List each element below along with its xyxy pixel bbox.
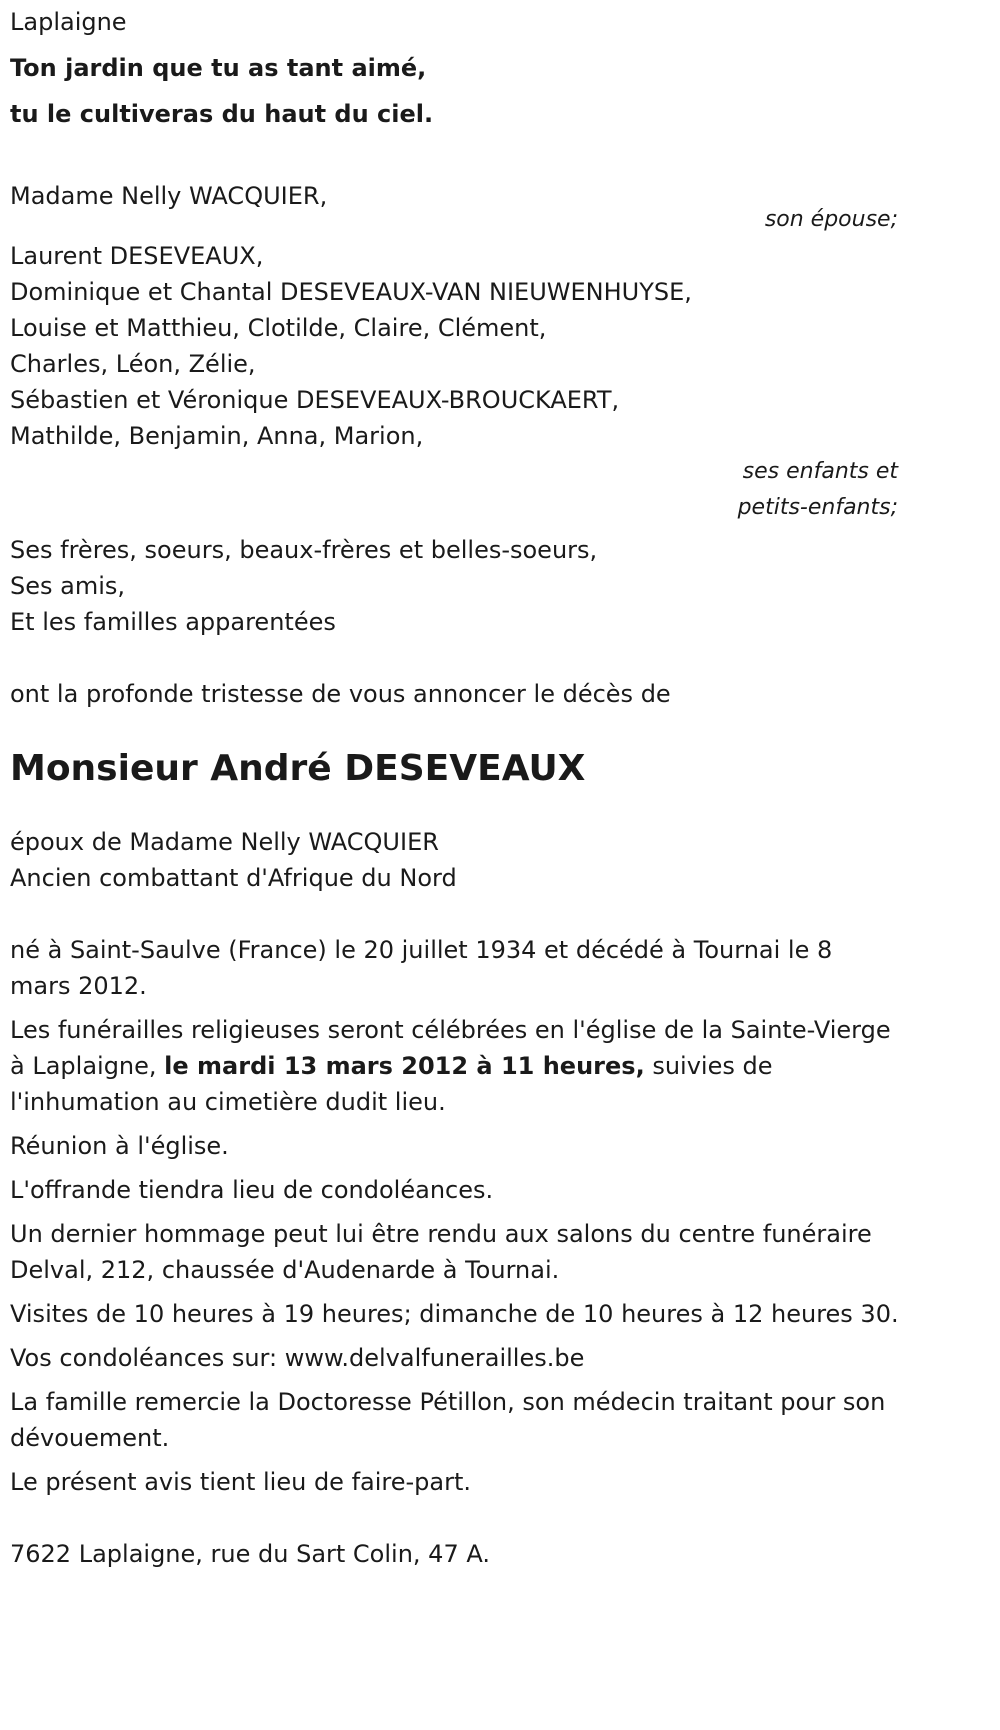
children-line: Laurent DESEVEAUX, xyxy=(10,242,264,270)
funeral-date-time: le mardi 13 mars 2012 à 11 heures, xyxy=(164,1052,645,1080)
funeral-text-before: Les funérailles religieuses seront célébrées en l'église de la Sainte-Vierge à Laplaigne, xyxy=(10,1016,891,1080)
spouse-name: Madame Nelly WACQUIER, xyxy=(10,182,328,210)
quote-line-1: Ton jardin que tu as tant aimé, xyxy=(10,54,427,82)
children-line: Charles, Léon, Zélie, xyxy=(10,350,256,378)
place-name: Laplaigne xyxy=(10,8,127,36)
children-line: Mathilde, Benjamin, Anna, Marion, xyxy=(10,422,424,450)
deceased-name: Monsieur André DESEVEAUX xyxy=(10,748,586,789)
obituary-notice xyxy=(10,0,900,1572)
faire-part-paragraph: Le présent avis tient lieu de faire-part. xyxy=(10,1468,472,1496)
children-role-line-2: petits-enfants; xyxy=(737,495,898,520)
funeral-paragraph xyxy=(10,1012,900,1120)
children-line: Dominique et Chantal DESEVEAUX-VAN NIEUWENHUYSE, xyxy=(10,278,692,306)
quote-line-2: tu le cultiveras du haut du ciel. xyxy=(10,100,434,128)
funeral-text-after: suivies de l'inhumation au cimetière dudit lieu. xyxy=(10,1052,773,1116)
hommage-paragraph: Un dernier hommage peut lui être rendu aux salons du centre funéraire Delval, 212, chaussée d'Audenarde à Tournai. xyxy=(10,1220,872,1284)
spouse-role: son épouse; xyxy=(764,207,898,232)
children-role-line-1: ses enfants et xyxy=(742,459,898,484)
condoleances-paragraph: Vos condoléances sur: www.delvalfunerailles.be xyxy=(10,1344,585,1372)
others-line: Ses amis, xyxy=(10,572,126,600)
deceased-spouse-line: époux de Madame Nelly WACQUIER xyxy=(10,828,439,856)
children-line: Sébastien et Véronique DESEVEAUX-BROUCKAERT, xyxy=(10,386,620,414)
others-line: Ses frères, soeurs, beaux-frères et belles-soeurs, xyxy=(10,536,598,564)
address-line: 7622 Laplaigne, rue du Sart Colin, 47 A. xyxy=(10,1540,490,1568)
announcement-text: ont la profonde tristesse de vous annoncer le décès de xyxy=(10,680,671,708)
visites-paragraph: Visites de 10 heures à 19 heures; dimanche de 10 heures à 12 heures 30. xyxy=(10,1300,899,1328)
children-line: Louise et Matthieu, Clotilde, Claire, Clément, xyxy=(10,314,547,342)
others-line: Et les familles apparentées xyxy=(10,608,336,636)
deceased-veteran-line: Ancien combattant d'Afrique du Nord xyxy=(10,864,457,892)
birth-death-paragraph: né à Saint-Saulve (France) le 20 juillet 1934 et décédé à Tournai le 8 mars 2012. xyxy=(10,936,833,1000)
reunion-paragraph: Réunion à l'église. xyxy=(10,1132,229,1160)
remerciement-paragraph: La famille remercie la Doctoresse Pétillon, son médecin traitant pour son dévouement. xyxy=(10,1388,886,1452)
offrande-paragraph: L'offrande tiendra lieu de condoléances. xyxy=(10,1176,494,1204)
